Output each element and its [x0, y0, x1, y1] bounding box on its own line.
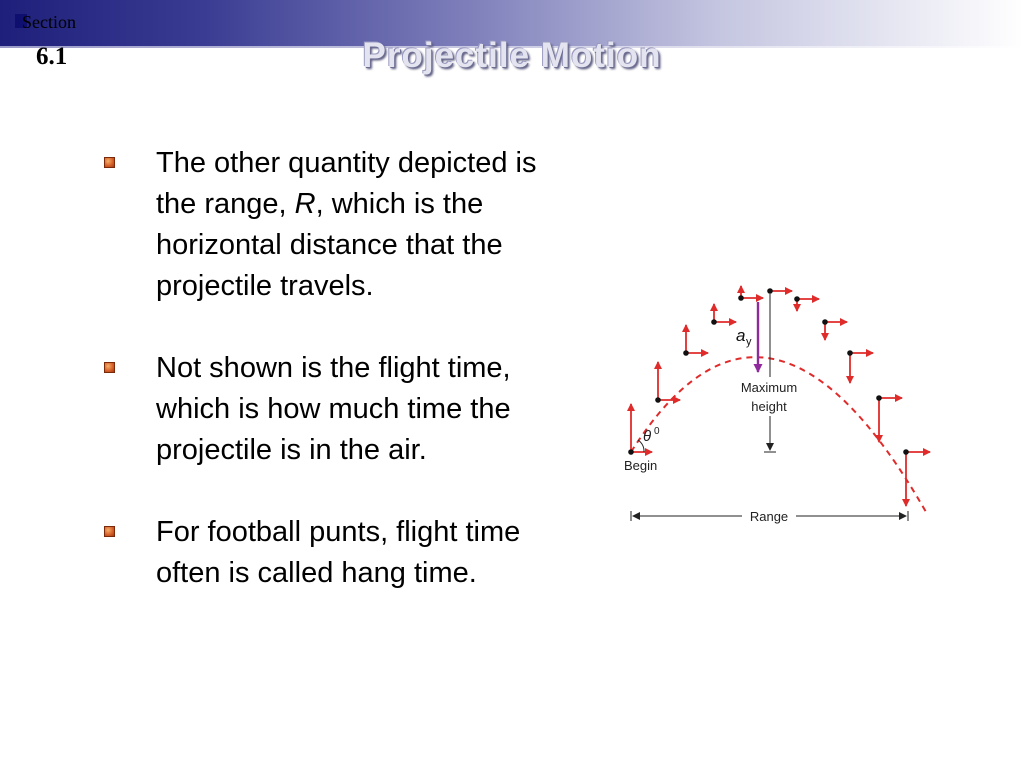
bullet-marker-icon — [104, 362, 115, 373]
bullet-item-flight-time — [100, 348, 550, 471]
bullet-text-part: , which is the horizontal distance that the projectile travels. — [156, 188, 503, 302]
max-height-label-line2: height — [751, 399, 787, 414]
section-label: Section — [22, 12, 76, 32]
max-height-label-line1: Maximum — [740, 380, 798, 395]
bullet-item-range — [100, 143, 550, 307]
acceleration-subscript: y — [746, 336, 752, 348]
bullet-italic-symbol: R — [294, 188, 316, 220]
bullet-text-part: The other quantity depicted is the range, — [156, 147, 537, 220]
launch-angle-superscript: 0 — [654, 426, 660, 437]
section-number: 6.1 — [36, 43, 68, 70]
bullet-marker-icon — [104, 526, 115, 537]
bullet-list — [100, 143, 550, 635]
projectile-diagram — [600, 270, 960, 540]
bullet-text: For football punts, flight time often is called hang time. — [156, 516, 521, 589]
begin-label: Begin — [624, 458, 658, 473]
range-label: Range — [749, 509, 789, 524]
launch-angle-label: θ — [643, 428, 652, 445]
slide-title: Projectile Motion — [362, 36, 662, 75]
bullet-text: Not shown is the flight time, which is how much time the projectile is in the air. — [156, 352, 511, 466]
bullet-item-hang-time — [100, 512, 550, 594]
acceleration-label: a — [736, 326, 746, 345]
bullet-marker-icon — [104, 157, 115, 168]
position-dots — [628, 288, 909, 455]
